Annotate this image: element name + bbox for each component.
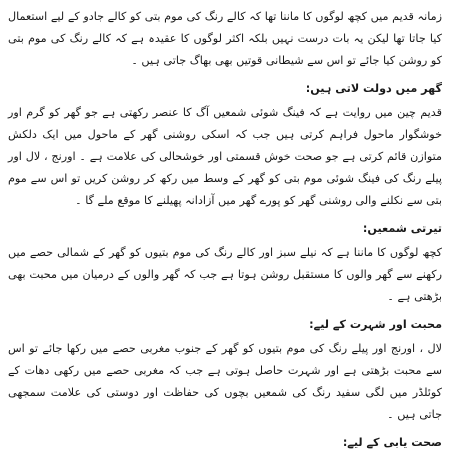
- intro-paragraph: زمانہ قدیم میں کچھ لوگوں کا ماننا تھا کہ کالے رنگ کی موم بتی کو کالے جادو کے لیے استعمال کیا جاتا تھا لیکن یہ بات درست نہیں بلکہ اکثر لوگوں کا عقیدہ ہے کہ کالے رنگ کی موم بتی کو روشن کیا جائے تو اس سے شیطانی قوتیں بھی بھاگ جاتی ہیں ۔: [8, 10, 442, 67]
- section-heading-love-fame: محبت اور شہرت کے لیے:: [309, 318, 442, 331]
- section-heading-floating-candles: تیرتی شمعیں:: [362, 222, 442, 235]
- section-heading-health: صحت یابی کے لیے:: [342, 436, 442, 449]
- section-heading-wealth: گھر میں دولت لاتی ہیں:: [305, 82, 442, 95]
- floating-candles-paragraph: کچھ لوگوں کا ماننا ہے کہ نیلے سبز اور کالے رنگ کی موم بتیوں کو گھر کے شمالی حصے میں رکھنے سے گھر والوں کا مستقبل روشن ہوتا ہے جب کہ گھر والوں کے درمیان میں محبت بھی بڑھتی ہے ۔: [8, 246, 442, 303]
- love-fame-paragraph: لال ، اورنج اور پیلے رنگ کی موم بتیوں کو گھر کے جنوب مغربی حصے میں رکھا جائے تو اس سے محبت بڑھتی ہے اور شہرت حاصل ہوتی ہے جب کہ مغربی حصے میں رکھی دھات کے کوئلڈر میں لگی سفید رنگ کی شمعیں بچوں کی حفاظت اور دوستی کی علامت سمجھی جاتی ہیں ۔: [8, 342, 442, 421]
- wealth-paragraph: قدیم چین میں روایت ہے کہ فینگ شوئی شمعیں آگ کا عنصر رکھتی ہے جو گھر کو گرم اور خوشگوار ماحول فراہم کرتی ہیں جب کہ اسکی روشنی گھر کے ماحول میں ایک دلکش متوازن قائم کرتی ہے جو صحت خوش قسمتی اور خوشحالی کی علامت ہے ۔ اورنج ، لال اور پیلے رنگ کی فینگ شوئی موم بتی کو گھر کے وسط میں رکھ کر روشن کریں تو اس سے موم بتی سے نکلنے والی روشنی گھر کو پورے گھر میں آزادانہ پھیلنے کا موقع ملے گا ۔: [8, 106, 442, 207]
